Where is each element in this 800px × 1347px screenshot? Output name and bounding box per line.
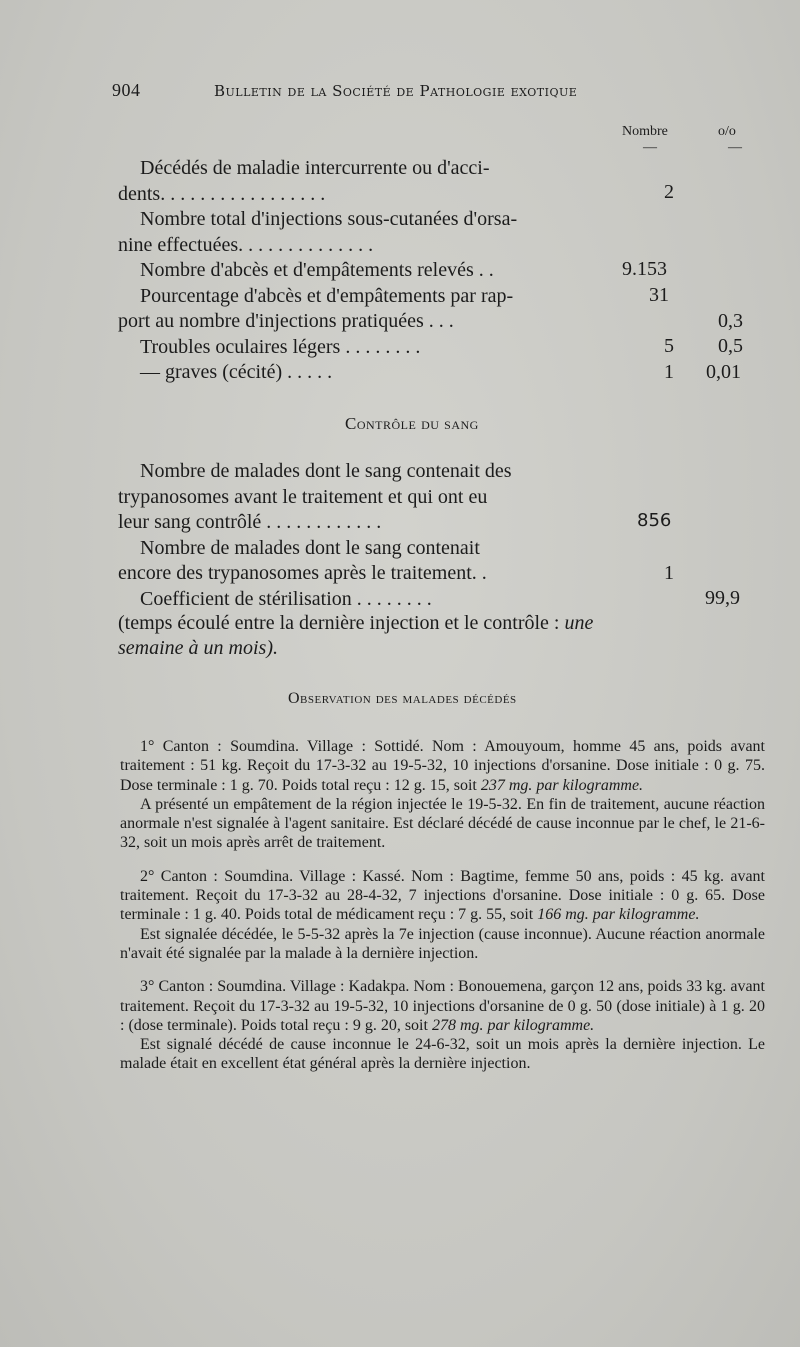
statistics-table <box>118 156 598 386</box>
observation-paragraph: A présenté un empâtement de la région injectée le 19-5-32. En fin de traitement, aucune réaction anormale n'est signalée à l'agent sanitaire. Est déclaré décédé de cause inconnue par le chef, le 21-6-32, soit un mois après arrêt de traitement. <box>120 795 765 852</box>
observation-paragraph <box>120 867 765 925</box>
table-cell-percent: 0,01 <box>706 361 741 383</box>
table-row-label: Troubles oculaires légers . . . . . . . . <box>140 335 421 358</box>
controle-line: trypanosomes avant le traitement et qui ont eu <box>118 485 488 508</box>
controle-note-text: (temps écoulé entre la dernière injection et le contrôle : <box>118 612 565 634</box>
controle-note-end: semaine à un mois). <box>118 637 278 659</box>
observation-paragraph: Est signalée décédée, le 5-5-32 après la 7e injection (cause inconnue). Aucune réaction anormale n'avait été signalée par la malade à la dernière injection. <box>120 925 765 962</box>
column-dash-percent: — <box>728 140 742 155</box>
paragraph-italic: 278 mg. par kilogramme. <box>431 1016 595 1034</box>
table-cell-nombre: 2 <box>664 181 674 203</box>
table-row-label: Décédés de maladie intercurrente ou d'acci- <box>140 157 490 179</box>
running-title: Bulletin de la Société de Pathologie exotique <box>214 82 578 100</box>
controle-line: Nombre de malades dont le sang contenait <box>140 536 480 559</box>
table-cell-nombre: 5 <box>664 335 674 357</box>
table-cell-nombre: 1 <box>664 361 674 383</box>
paragraph-italic: 166 mg. par kilogramme. <box>537 906 700 924</box>
controle-value-1: 1 <box>664 562 674 584</box>
column-header-percent: o/o <box>718 124 736 139</box>
controle-note <box>118 612 763 635</box>
paragraph-text: 1° Canton : Soumdina. Village : Sottidé. Nom : Amouyoum, homme 45 ans, poids avant traitement : 51 kg. Reçoit du 17-3-32 au 19-5-32, 10 injections d'orsanine. Dose initiale : 0 g. 75. Dose terminale : 1 g. 70. Poids total reçu : 12 g. 15, soit <box>120 738 765 794</box>
page-number: 904 <box>112 80 141 100</box>
table-cell-percent: 0,3 <box>718 310 743 332</box>
table-row-label: dents. . . . . . . . . . . . . . . . . <box>118 182 326 205</box>
table-row-label: Nombre d'abcès et d'empâtements relevés . . <box>140 259 494 281</box>
controle-line: encore des trypanosomes après le traitement. . <box>118 562 487 584</box>
observation-paragraph <box>120 737 765 795</box>
section-title-observation: Observation des malades décédés <box>288 690 517 707</box>
controle-value-coefficient: 99,9 <box>705 587 740 609</box>
controle-line: leur sang contrôlé . . . . . . . . . . . . <box>118 511 382 533</box>
table-cell-nombre: 9.153 <box>622 258 667 280</box>
section-title-controle: Contrôle du sang <box>345 414 479 433</box>
controle-line: Coefficient de stérilisation . . . . . . . . <box>140 587 432 610</box>
observation-paragraph: Est signalé décédé de cause inconnue le 24-6-32, soit un mois après la dernière injection. Le malade était en excellent état général après la dernière injection. <box>120 1036 765 1073</box>
observation-body <box>120 737 765 1074</box>
paragraph-italic: 237 mg. par kilogramme. <box>480 776 644 794</box>
controle-value-856: 856 <box>637 510 672 531</box>
controle-block <box>118 459 598 612</box>
observation-paragraph <box>120 977 765 1035</box>
table-cell-nombre: 31 <box>649 284 669 306</box>
table-row-label: port au nombre d'injections pratiquées . . . <box>118 310 454 332</box>
paragraph-text: 2° Canton : Soumdina. Village : Kassé. Nom : Bagtime, femme 50 ans, poids : 45 kg. avant traitement. Reçoit du 17-3-32 au 28-4-32, 7 injections d'orsanine. Dose initiale : 0 g. 65. Dose terminale : 1 g. 40. Poids total de médicament reçu : 7 g. 55, soit <box>120 867 765 924</box>
table-row-label: nine effectuées. . . . . . . . . . . . . . <box>118 233 374 256</box>
table-cell-percent: 0,5 <box>718 335 743 357</box>
paragraph-text: 3° Canton : Soumdina. Village : Kadakpa. Nom : Bonouemena, garçon 12 ans, poids 33 kg. avant traitement. Reçoit du 17-3-32 au 19-5-32, 10 injections d'orsanine de 0 g. 50 (dose initiale) à 1 g. 20 : (dose terminale). Poids total reçu : 9 g. 20, soit <box>120 978 765 1034</box>
table-row-label: Pourcentage d'abcès et d'empâtements par rap- <box>140 284 514 307</box>
column-dash-nombre: — <box>643 140 657 155</box>
controle-line: Nombre de malades dont le sang contenait des <box>140 460 512 482</box>
table-row-label: — graves (cécité) . . . . . <box>140 361 333 383</box>
column-header-nombre: Nombre <box>622 124 668 139</box>
controle-note-italic: une <box>564 612 594 634</box>
table-row-label: Nombre total d'injections sous-cutanées d'orsa- <box>140 208 518 230</box>
